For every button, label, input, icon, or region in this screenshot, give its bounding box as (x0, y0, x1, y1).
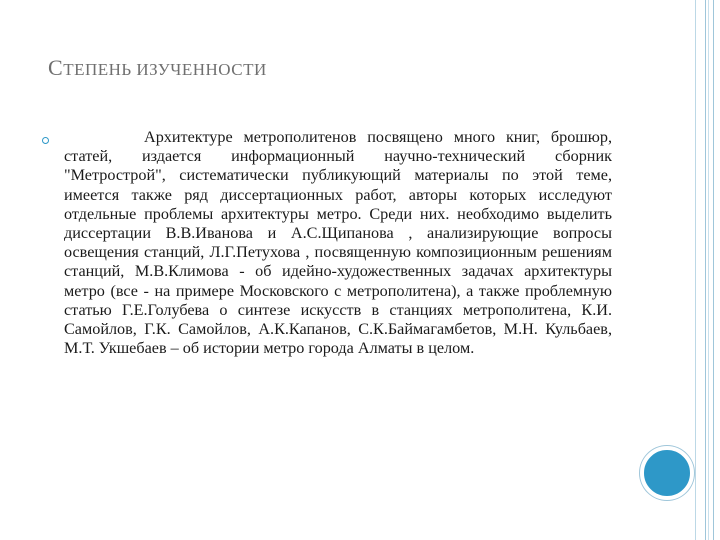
title-first-letter: С (48, 55, 64, 80)
title-rest: ТЕПЕНЬ ИЗУЧЕННОСТИ (63, 60, 267, 79)
band-line-1 (695, 0, 696, 540)
band-line-3 (708, 0, 709, 540)
body-paragraph: Архитектуре метрополитенов посвящено много книг, брошюр, статей, издается информационный научно-технический сборник "Метрострой", систематически публикующий материалы по этой теме, имеется также ряд диссертационных работ, авторы которых исследуют отдельные проблемы архитектуры метро. Среди них. необходимо выделить диссертации В.В.Иванова и А.С.Щипанова , анализирующие вопросы освещения станций, Л.Г.Петухова , посвященную композиционным решениям станций, М.В.Климова - об идейно-художественных задачах архитектуры метро (все - на примере Московского с метрополитена), а также проблемную статью Г.Е.Голубева о синтезе искусств в станциях метрополитена, К.И. Самойлов, Г.К. Самойлов, А.К.Капанов, С.К.Баймагамбетов, М.Н. Кульбаев, М.Т. Укшебаев – об истории метро города Алматы в целом. (64, 128, 612, 358)
band-line-4 (713, 0, 714, 540)
circle-outline-bullet-icon (42, 137, 49, 144)
band-line-2 (705, 0, 706, 540)
slide-title (48, 46, 267, 83)
accent-circle (640, 446, 694, 500)
